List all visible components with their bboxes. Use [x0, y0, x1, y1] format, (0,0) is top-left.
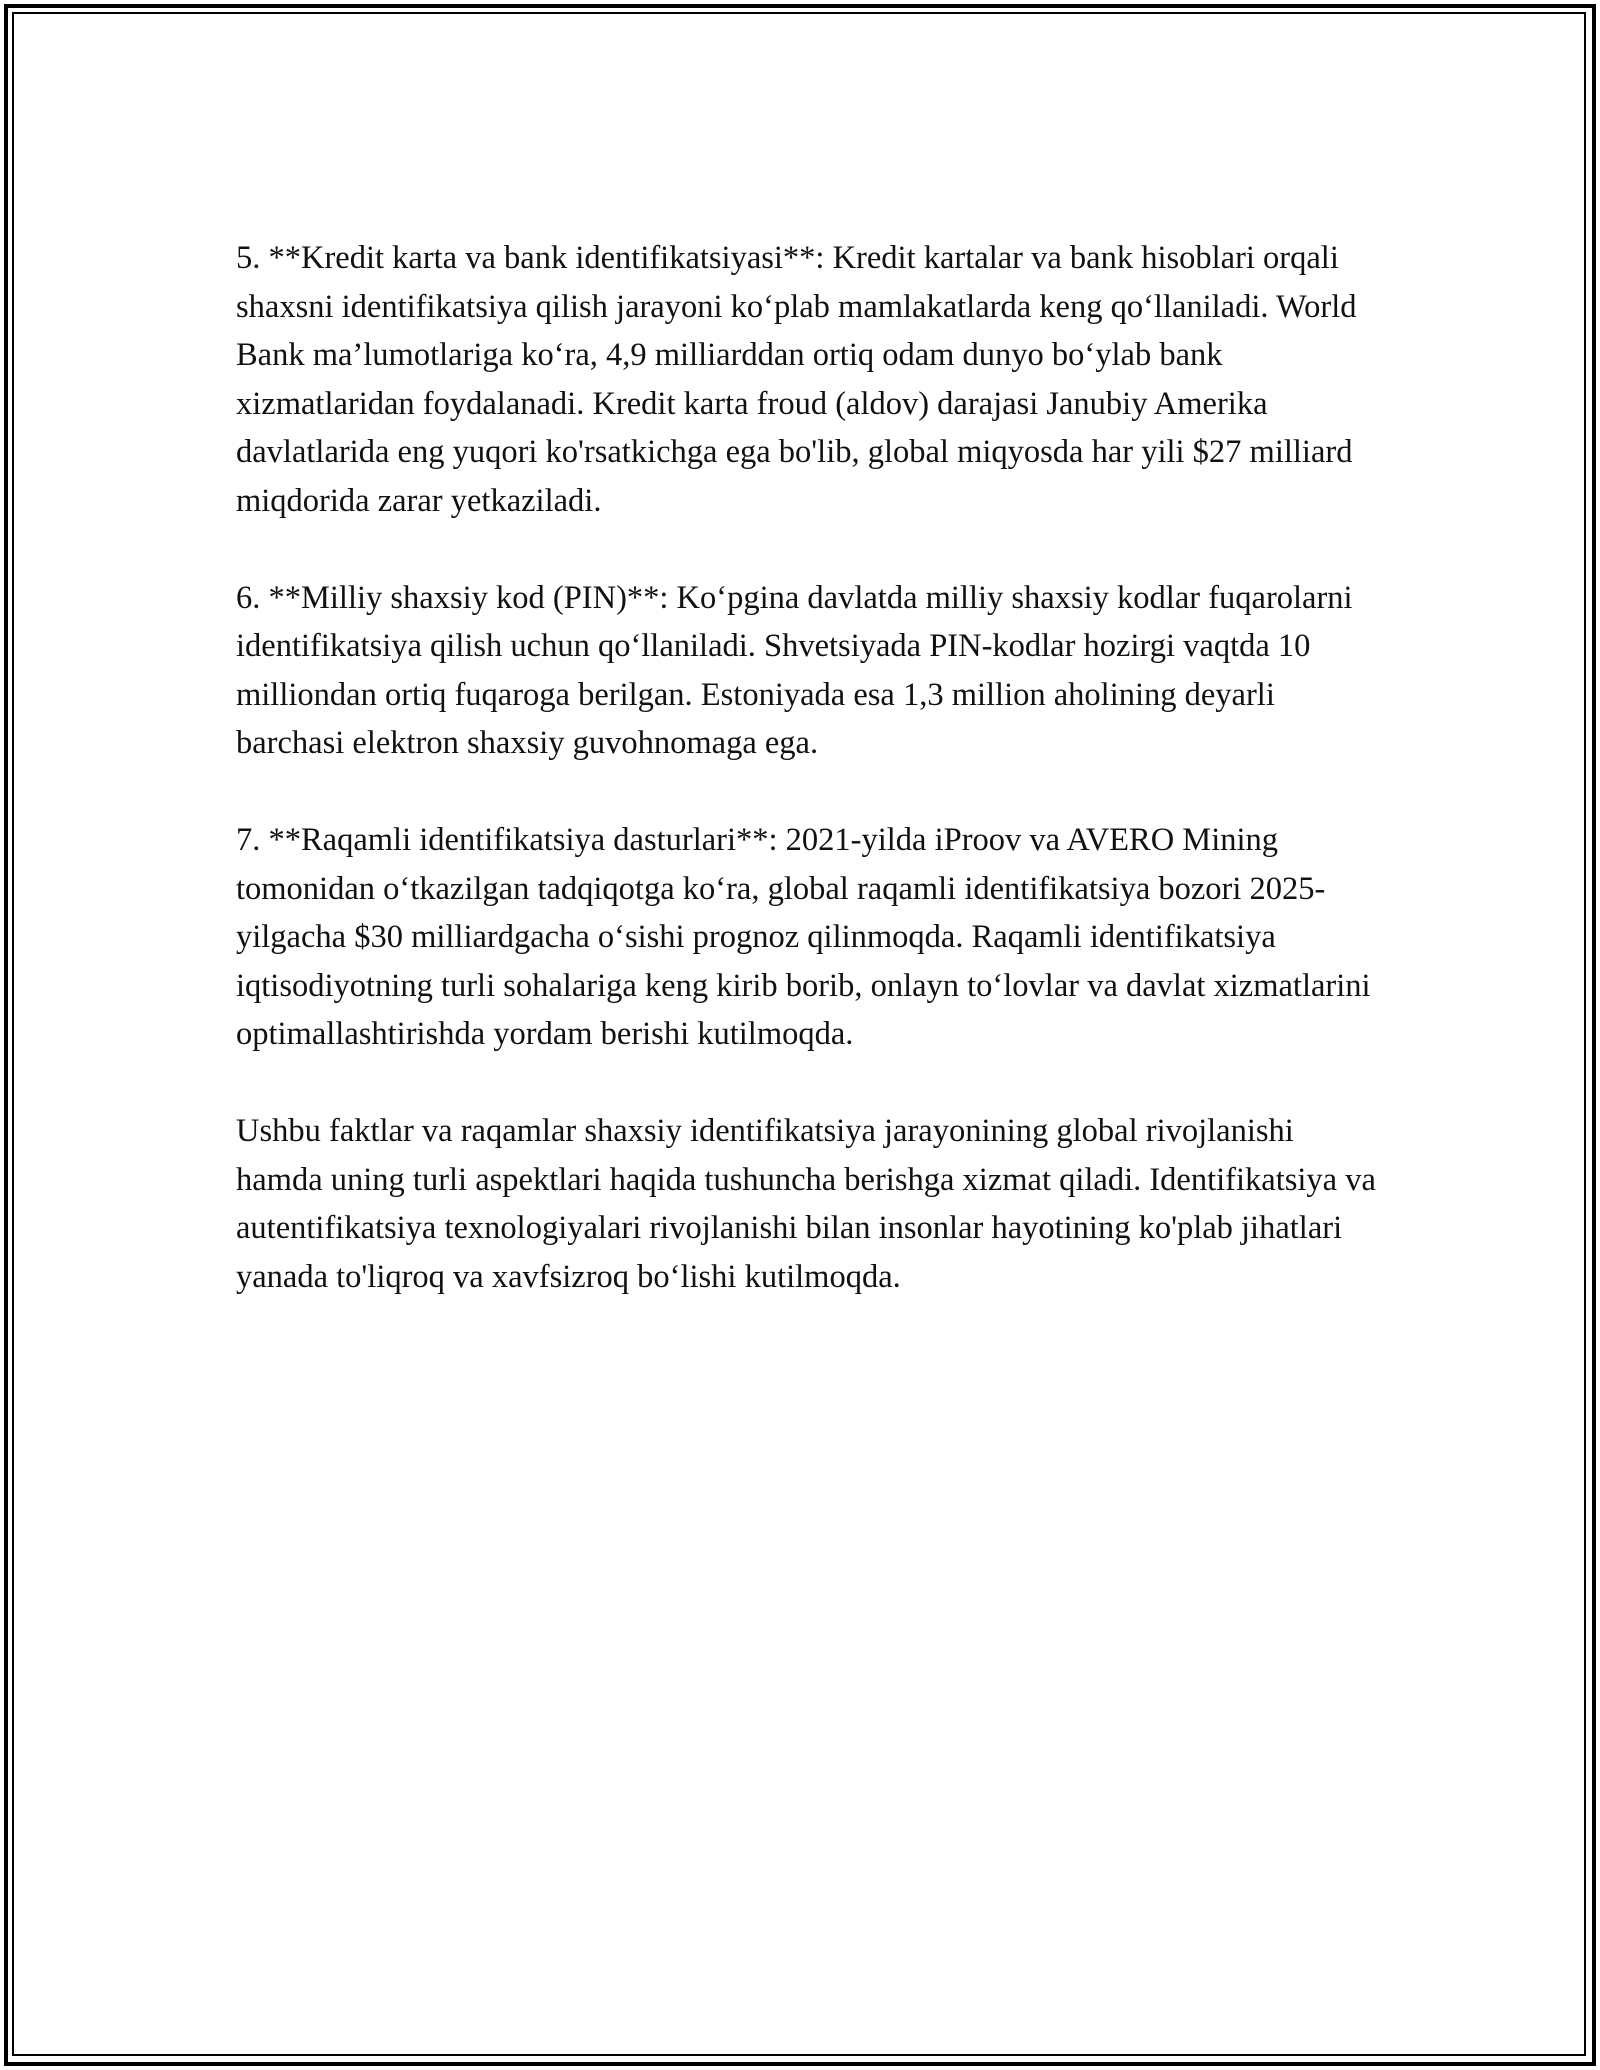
paragraph-national-personal-code: 6. **Milliy shaxsiy kod (PIN)**: Koʻpgina davlatda milliy shaxsiy kodlar fuqarolarni identifikatsiya qilish uchun qoʻllaniladi. Shvetsiyada PIN-kodlar hozirgi vaqtda 10 milliondan ortiq fuqaroga berilgan. Estoniyada esa 1,3 million aholining deyarli barchasi elektron shaxsiy guvohnomaga ega.: [236, 579, 1353, 761]
paragraph-credit-card-identification: 5. **Kredit karta va bank identifikatsiyasi**: Kredit kartalar va bank hisoblari orqali shaxsni identifikatsiya qilish jarayoni koʻplab mamlakatlarda keng qoʻllaniladi. World Bank ma’lumotlariga koʻra, 4,9 milliarddan ortiq odam dunyo boʻylab bank xizmatlaridan foydalanadi. Kredit karta froud (aldov) darajasi Janubiy Amerika davlatlarida eng yuqori ko'rsatkichga ega bo'lib, global miqyosda har yili $27 milliard miqdorida zarar yetkaziladi.: [236, 240, 1357, 519]
paragraph-digital-identification: 7. **Raqamli identifikatsiya dasturlari**: 2021-yilda iProov va AVERO Mining tomonidan oʻtkazilgan tadqiqotga koʻra, global raqamli identifikatsiya bozori 2025-yilgacha $30 milliardgacha oʻsishi prognoz qilinmoqda. Raqamli identifikatsiya iqtisodiyotning turli sohalariga keng kirib borib, onlayn toʻlovlar va davlat xizmatlarini optimallashtirishda yordam berishi kutilmoqda.: [236, 822, 1371, 1052]
paragraph-conclusion: Ushbu faktlar va raqamlar shaxsiy identifikatsiya jarayonining global rivojlanishi hamda uning turli aspektlari haqida tushuncha berishga xizmat qiladi. Identifikatsiya va autentifikatsiya texnologiyalari rivojlanishi bilan insonlar hayotining ko'plab jihatlari yanada to'liqroq va xavfsizroq boʻlishi kutilmoqda.: [236, 1113, 1376, 1295]
document-body: [236, 234, 1376, 1301]
